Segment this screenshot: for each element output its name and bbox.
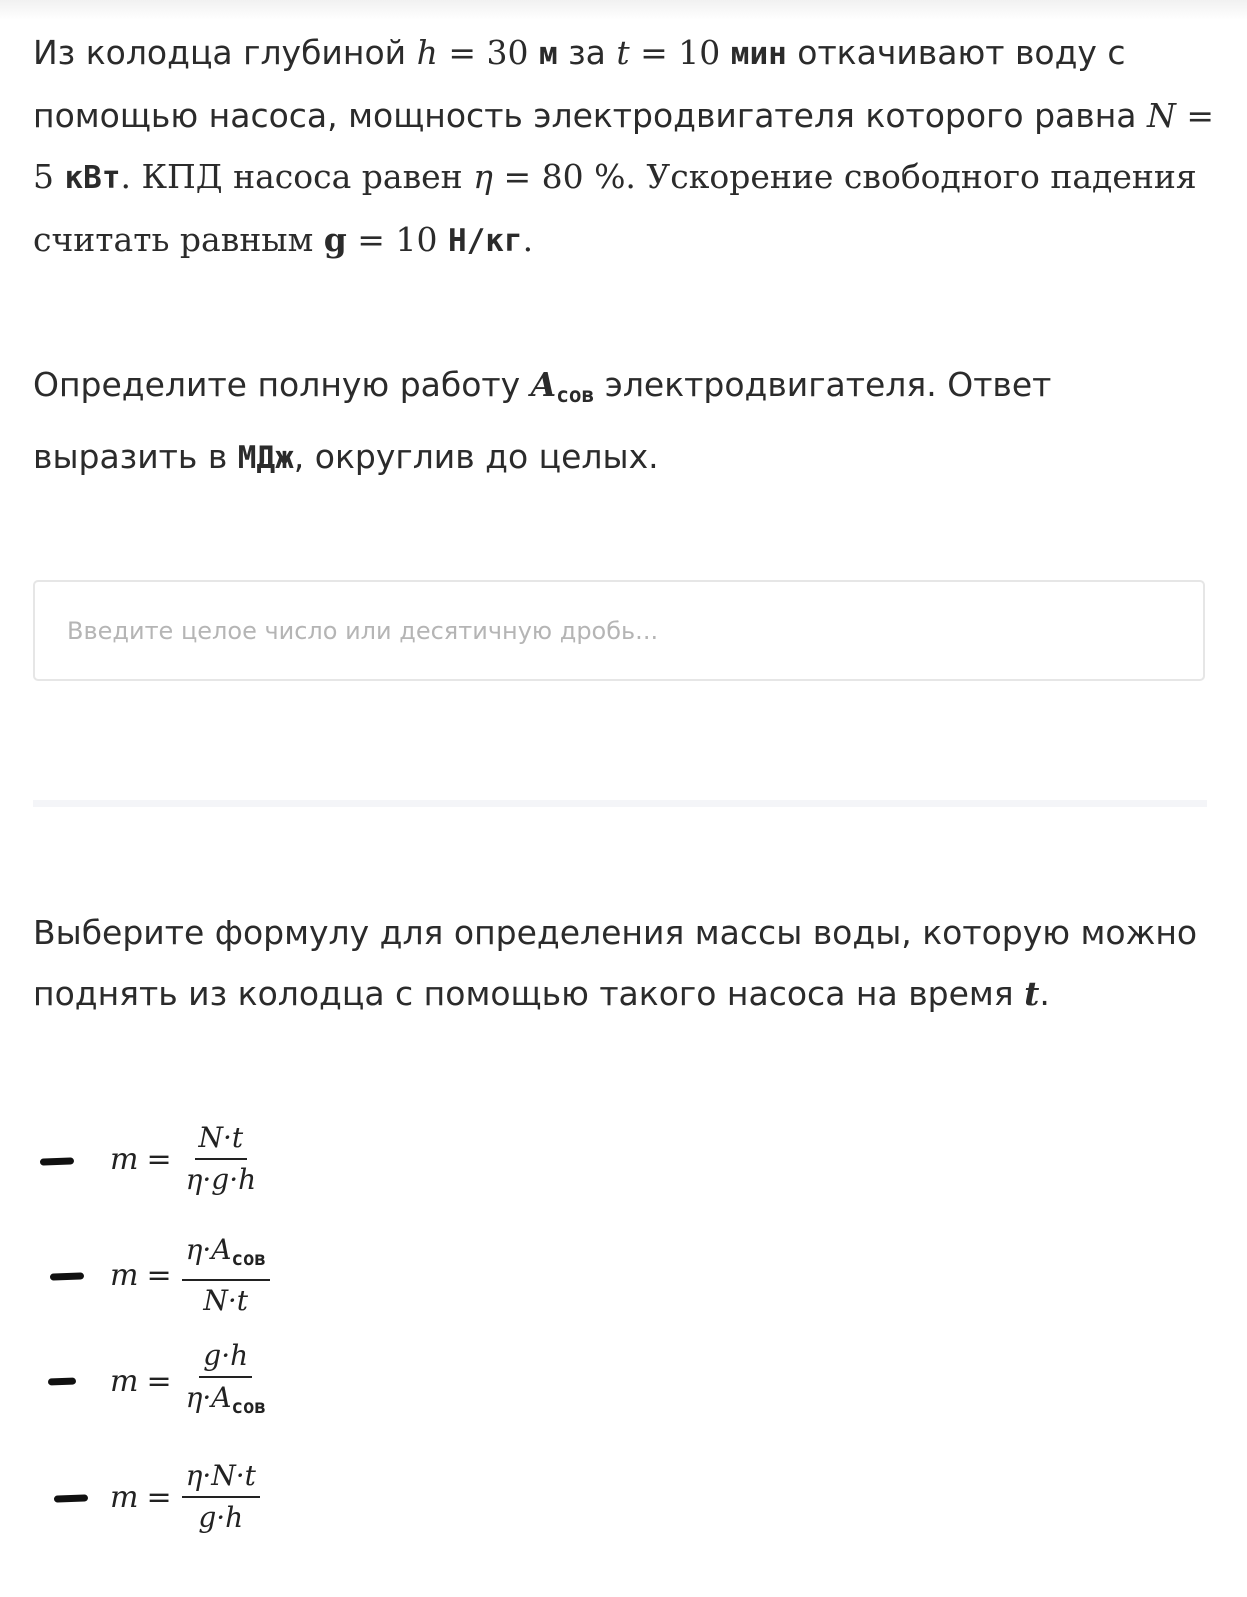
answer-input[interactable] bbox=[33, 580, 1205, 681]
formula-option-1[interactable] bbox=[36, 1104, 356, 1214]
option-marker bbox=[48, 1378, 76, 1386]
question-text: Определите полную работу $A_{сов}$ электродвигателя. Ответ выразить в МДж, округлив до целых. bbox=[33, 365, 1052, 476]
fraction-denominator: N·t bbox=[203, 1283, 249, 1317]
fraction bbox=[182, 1336, 270, 1427]
formula-option-2[interactable] bbox=[36, 1220, 356, 1330]
unit-mj: МДж bbox=[237, 440, 294, 476]
var-a-subscript: сов bbox=[556, 383, 595, 407]
fraction-denominator: $\eta\cdot A_{сов}$ bbox=[185, 1380, 266, 1418]
fraction bbox=[182, 1118, 261, 1200]
top-shadow bbox=[0, 0, 1247, 20]
var-g: g bbox=[323, 220, 347, 259]
unit-m: м bbox=[538, 36, 558, 72]
fraction-numerator: g·h bbox=[199, 1336, 252, 1378]
formula-option-4[interactable] bbox=[36, 1442, 356, 1552]
option-marker bbox=[54, 1494, 88, 1502]
var-a: A bbox=[530, 365, 557, 404]
formula: m = $\frac{\eta\cdot N\cdot t}{g\cdot h}$ bbox=[110, 1442, 260, 1552]
unit-kw: кВт bbox=[64, 160, 121, 196]
unit-min: мин bbox=[730, 36, 787, 72]
var-eta: η bbox=[473, 157, 493, 196]
task-text: Из колодца глубиной h = 30 м за t = 10 мин откачивают воду с помощью насоса, мощность электродвигателя которого равна N = 5 кВт. КПД насоса равен η = 80 %. Ускорение свободного падения считать равным g = 10 Н/кг. bbox=[33, 33, 1215, 259]
section-divider bbox=[33, 800, 1207, 807]
unit-n-per-kg: Н/кг bbox=[447, 223, 523, 259]
fraction-numerator: η·N·t bbox=[182, 1456, 260, 1498]
formula-question: Выберите формулу для определения массы воды, которую можно поднять из колодца с помощью такого насоса на время t. bbox=[33, 913, 1198, 1013]
fraction-numerator: N·t bbox=[195, 1118, 248, 1160]
var-t: t bbox=[616, 33, 630, 72]
fraction bbox=[182, 1230, 270, 1321]
fraction-denominator: g·h bbox=[198, 1501, 244, 1534]
fraction-numerator: $\eta\cdot A_{сов}$ bbox=[182, 1230, 270, 1281]
fraction bbox=[182, 1456, 260, 1538]
var-h: h bbox=[416, 33, 438, 72]
option-marker bbox=[40, 1157, 74, 1165]
formula: m = $\frac{\eta\cdot A_{сов}}{N\cdot t}$ bbox=[110, 1220, 270, 1330]
formula: m = $\frac{N\cdot t}{\eta\cdot g\cdot h}$ bbox=[110, 1104, 260, 1214]
formula: m = $\frac{g\cdot h}{\eta\cdot A_{сов}}$ bbox=[110, 1326, 270, 1436]
var-n: N bbox=[1147, 96, 1176, 135]
option-marker bbox=[50, 1272, 84, 1280]
formula-option-3[interactable] bbox=[36, 1326, 356, 1436]
fraction-denominator: η·g·h bbox=[185, 1163, 257, 1196]
var-t: t bbox=[1024, 974, 1040, 1013]
